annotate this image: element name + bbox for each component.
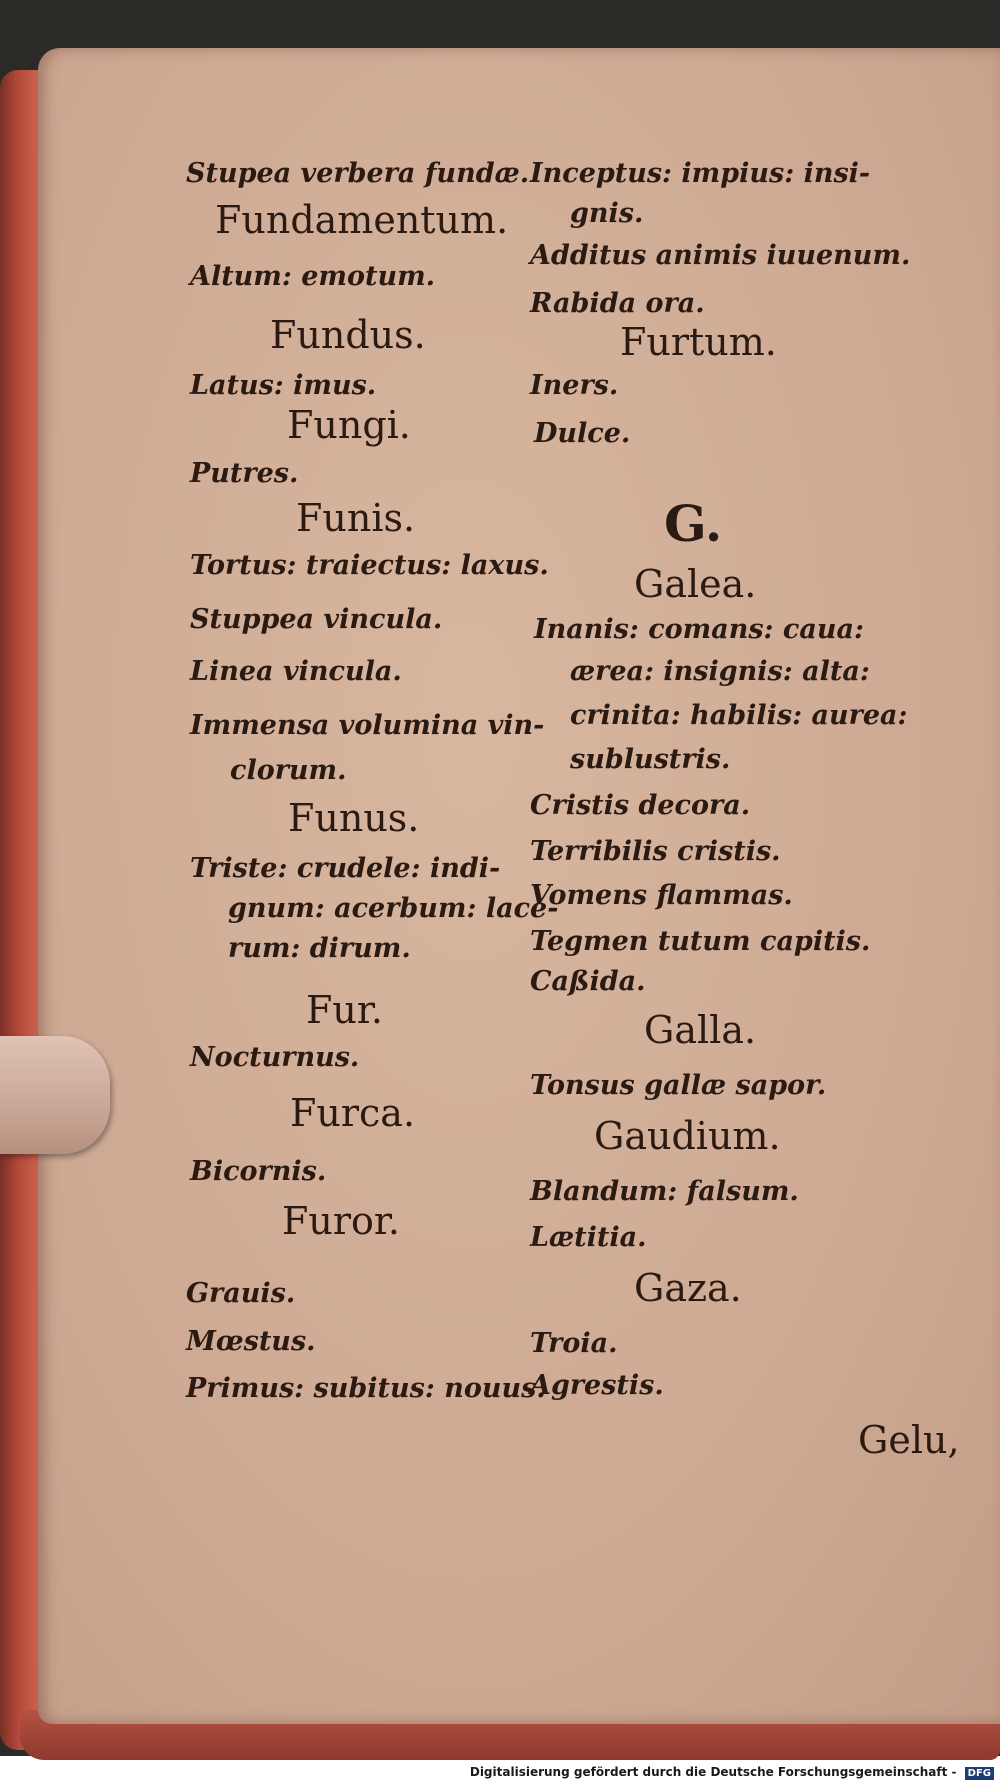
entry-headword: Fungi. <box>287 403 411 447</box>
entry-headword: Furca. <box>290 1091 416 1135</box>
entry-headword: Funus. <box>288 796 420 840</box>
entry-line: Altum: emotum. <box>190 261 436 292</box>
entry-line: Mœstus. <box>186 1326 316 1357</box>
entry-headword: Furor. <box>282 1199 400 1243</box>
entry-headword: Galla. <box>644 1008 757 1052</box>
entry-line: Lætitia. <box>530 1222 647 1253</box>
entry-line: Bicornis. <box>190 1156 327 1187</box>
dfg-logo-icon: DFG <box>965 1767 994 1780</box>
entry-headword: Gaza. <box>634 1266 742 1310</box>
entry-line: sublustris. <box>570 744 731 775</box>
entry-line: Tonsus gallæ sapor. <box>530 1070 827 1101</box>
entry-line: Cristis decora. <box>530 790 751 821</box>
entry-line: Stupea verbera fundæ. <box>186 158 530 189</box>
entry-line: Triste: crudele: indi- <box>190 853 501 884</box>
entry-line: Primus: subitus: nouus. <box>186 1373 546 1404</box>
entry-line: Rabida ora. <box>530 288 705 319</box>
entry-headword: Gaudium. <box>594 1114 781 1158</box>
entry-line: Troia. <box>530 1328 618 1359</box>
entry-headword: Funis. <box>296 496 416 540</box>
entry-line: Additus animis iuuenum. <box>530 240 911 271</box>
book-page <box>38 48 1000 1724</box>
entry-line: rum: dirum. <box>228 933 411 964</box>
entry-line: Iners. <box>530 370 619 401</box>
entry-headword: Fundamentum. <box>215 198 509 242</box>
entry-headword: G. <box>664 494 723 553</box>
entry-line: ærea: insignis: alta: <box>570 656 870 687</box>
entry-line: Grauis. <box>186 1278 296 1309</box>
entry-line: Vomens flammas. <box>530 880 793 911</box>
entry-headword: Fur. <box>306 988 383 1032</box>
entry-headword: Furtum. <box>620 320 777 364</box>
entry-line: crinita: habilis: aurea: <box>570 700 908 731</box>
catchword: Gelu, <box>858 1418 960 1462</box>
entry-line: Linea vincula. <box>190 656 402 687</box>
footer-text: Digitalisierung gefördert durch die Deutsche Forschungsgemeinschaft - <box>469 1765 957 1779</box>
entry-line: Inceptus: impius: insi- <box>530 158 871 189</box>
digitization-footer <box>470 1765 994 1780</box>
entry-headword: Galea. <box>634 562 757 606</box>
entry-line: gnum: acerbum: lace- <box>228 893 559 924</box>
entry-line: clorum. <box>230 755 347 786</box>
entry-headword: Fundus. <box>270 313 426 357</box>
entry-line: Inanis: comans: caua: <box>534 614 864 645</box>
page-clip <box>0 1036 110 1154</box>
entry-line: Immensa volumina vin- <box>190 710 545 741</box>
entry-line: gnis. <box>570 198 644 229</box>
entry-line: Tortus: traiectus: laxus. <box>190 550 549 581</box>
entry-line: Tegmen tutum capitis. <box>530 926 871 957</box>
entry-line: Putres. <box>190 458 299 489</box>
entry-line: Caßida. <box>530 966 646 997</box>
entry-line: Stuppea vincula. <box>190 604 443 635</box>
entry-line: Agrestis. <box>530 1370 664 1401</box>
entry-line: Terribilis cristis. <box>530 836 781 867</box>
entry-line: Nocturnus. <box>190 1042 360 1073</box>
entry-line: Dulce. <box>534 418 631 449</box>
entry-line: Blandum: falsum. <box>530 1176 799 1207</box>
entry-line: Latus: imus. <box>190 370 377 401</box>
